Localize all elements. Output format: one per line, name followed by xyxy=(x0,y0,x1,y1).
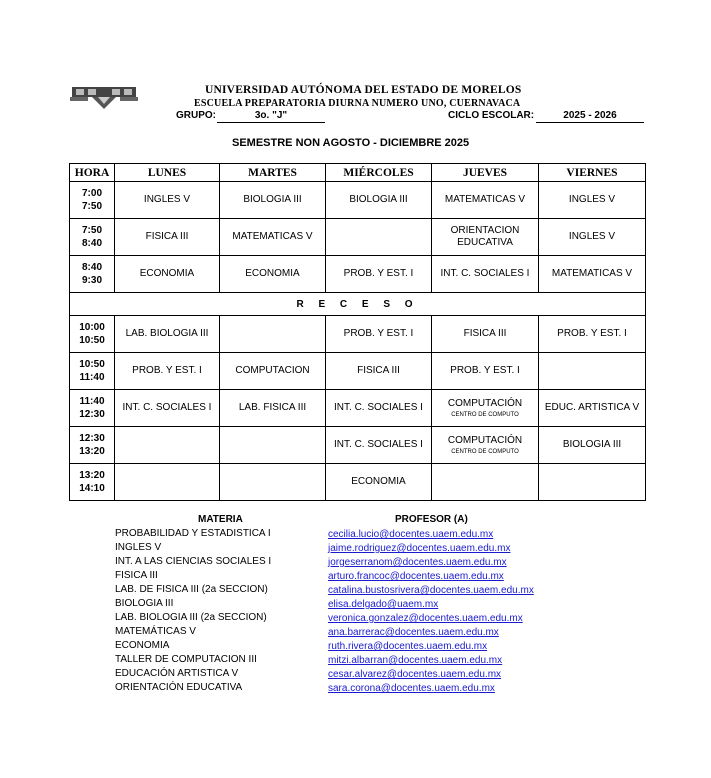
time-start: 10:50 xyxy=(79,359,105,370)
col-header-miercoles: MIÉRCOLES xyxy=(326,164,432,182)
materia-item: BIOLOGIA III xyxy=(115,598,174,609)
materia-item: LAB. BIOLOGIA III (2a SECCION) xyxy=(115,612,267,623)
class-cell xyxy=(220,182,326,219)
class-cell xyxy=(220,390,326,427)
class-cell xyxy=(432,353,539,390)
time-slot xyxy=(70,353,115,390)
time-start: 12:30 xyxy=(79,433,105,444)
time-start: 13:20 xyxy=(79,470,105,481)
class-cell xyxy=(326,427,432,464)
col-header-jueves: JUEVES xyxy=(432,164,539,182)
class-name: BIOLOGIA III xyxy=(562,439,622,450)
class-name: COMPUTACION xyxy=(235,365,310,376)
class-name: INT. C. SOCIALES I xyxy=(334,439,423,450)
class-name: INT. C. SOCIALES I xyxy=(334,402,423,413)
grupo-label: GRUPO: xyxy=(176,110,216,121)
time-start: 8:40 xyxy=(81,262,102,273)
class-name: COMPUTACIÓN xyxy=(447,397,523,409)
schedule-row xyxy=(70,427,646,464)
class-name: MATEMATICAS V xyxy=(232,231,313,242)
class-name: PROB. Y EST. I xyxy=(343,328,414,339)
materia-item: LAB. DE FISICA III (2a SECCION) xyxy=(115,584,268,595)
class-name: INGLES V xyxy=(568,194,616,205)
class-cell xyxy=(220,464,326,501)
schedule-row xyxy=(70,182,646,219)
profesor-email-link[interactable]: mitzi.albarran@docentes.uaem.edu.mx xyxy=(328,655,503,666)
class-name: BIOLOGIA III xyxy=(243,194,302,205)
receso-label: R E C E S O xyxy=(70,293,646,316)
school-name: ESCUELA PREPARATORIA DIURNA NUMERO UNO, CUERNAVACA xyxy=(194,98,521,109)
profesor-email-link[interactable]: jaime.rodriguez@docentes.uaem.edu.mx xyxy=(328,543,511,554)
class-name: BIOLOGIA III xyxy=(349,194,408,205)
materia-list xyxy=(115,527,271,695)
class-cell xyxy=(115,182,220,219)
class-name: MATEMATICAS V xyxy=(444,194,526,205)
class-cell xyxy=(432,427,539,464)
class-name: COMPUTACIÓN xyxy=(447,434,523,446)
class-cell xyxy=(115,316,220,353)
class-cell xyxy=(432,256,539,293)
profesor-email-link[interactable]: ana.barrerac@docentes.uaem.edu.mx xyxy=(328,627,499,638)
profesor-email-link[interactable]: jorgeserranom@docentes.uaem.edu.mx xyxy=(328,557,507,568)
time-start: 10:00 xyxy=(79,322,105,333)
time-end: 13:20 xyxy=(79,446,105,457)
class-cell xyxy=(432,219,539,256)
class-cell xyxy=(115,256,220,293)
materia-item: INGLES V xyxy=(115,542,162,553)
class-name: PROB. Y EST. I xyxy=(450,365,520,376)
time-end: 8:40 xyxy=(81,238,102,249)
schedule-table xyxy=(69,163,646,501)
materia-item: INT. A LAS CIENCIAS SOCIALES I xyxy=(115,556,272,567)
class-cell xyxy=(539,256,646,293)
col-header-hora: HORA xyxy=(70,164,115,182)
time-slot xyxy=(70,219,115,256)
schedule-row xyxy=(70,464,646,501)
profesor-email-link[interactable]: elisa.delgado@uaem.mx xyxy=(328,599,439,610)
time-slot xyxy=(70,182,115,219)
class-cell xyxy=(432,464,539,501)
class-cell xyxy=(539,182,646,219)
profesor-email-link[interactable]: catalina.bustosrivera@docentes.uaem.edu.mx xyxy=(328,585,534,596)
time-slot xyxy=(70,464,115,501)
time-slot xyxy=(70,427,115,464)
semester-title: SEMESTRE NON AGOSTO - DICIEMBRE 2025 xyxy=(232,137,470,149)
class-name: LAB. BIOLOGIA III xyxy=(125,328,209,339)
class-cell xyxy=(539,427,646,464)
materia-item: MATEMÁTICAS V xyxy=(115,626,196,637)
class-name: INT. C. SOCIALES I xyxy=(440,268,530,279)
class-location: CENTRO DE COMPUTO xyxy=(451,448,519,455)
schedule-body xyxy=(70,182,646,501)
ciclo-label: CICLO ESCOLAR: xyxy=(448,110,535,121)
class-name: INGLES V xyxy=(143,194,191,205)
profesor-email-link[interactable]: veronica.gonzalez@docentes.uaem.edu.mx xyxy=(328,613,523,624)
class-name: ECONOMIA xyxy=(139,268,195,279)
class-cell xyxy=(432,390,539,427)
schedule-header-row xyxy=(70,164,646,182)
class-cell xyxy=(115,427,220,464)
class-cell xyxy=(220,316,326,353)
profesor-header: PROFESOR (A) xyxy=(395,514,468,525)
profesor-email-link[interactable]: cecilia.lucio@docentes.uaem.edu.mx xyxy=(328,529,494,540)
class-name: PROB. Y EST. I xyxy=(557,328,627,339)
class-name: MATEMATICAS V xyxy=(551,268,633,279)
schedule-row xyxy=(70,256,646,293)
time-end: 11:40 xyxy=(79,372,105,383)
class-name: ORIENTACION EDUCATIVA xyxy=(450,225,520,248)
class-cell xyxy=(115,464,220,501)
materia-item: TALLER DE COMPUTACION III xyxy=(115,654,257,665)
materia-item: FISICA III xyxy=(115,570,158,581)
time-end: 10:50 xyxy=(79,335,105,346)
materia-item: ORIENTACIÓN EDUCATIVA xyxy=(115,682,243,693)
class-cell xyxy=(220,427,326,464)
class-cell xyxy=(326,390,432,427)
class-cell xyxy=(220,256,326,293)
class-cell xyxy=(539,316,646,353)
col-header-viernes: VIERNES xyxy=(539,164,646,182)
email-list xyxy=(328,528,534,696)
col-header-martes: MARTES xyxy=(220,164,326,182)
class-name: FISICA III xyxy=(145,231,189,242)
time-end: 12:30 xyxy=(79,409,105,420)
time-end: 14:10 xyxy=(79,483,105,494)
time-start: 7:00 xyxy=(81,188,102,199)
class-cell xyxy=(326,464,432,501)
grupo-value: 3o. "J" xyxy=(217,110,325,123)
col-header-lunes: LUNES xyxy=(115,164,220,182)
class-cell xyxy=(220,219,326,256)
profesor-email-link[interactable]: sara.corona@docentes.uaem.edu.mx xyxy=(328,683,495,694)
schedule-row xyxy=(70,353,646,390)
schedule-row xyxy=(70,316,646,353)
class-name: PROB. Y EST. I xyxy=(343,268,414,279)
time-end: 7:50 xyxy=(81,201,102,212)
class-name: ECONOMIA xyxy=(245,268,300,279)
class-name: PROB. Y EST. I xyxy=(132,365,202,376)
class-name: LAB. FISICA III xyxy=(238,402,307,413)
materia-header: MATERIA xyxy=(198,514,243,525)
class-cell xyxy=(115,219,220,256)
class-cell xyxy=(326,219,432,256)
class-cell xyxy=(539,464,646,501)
schedule-row xyxy=(70,219,646,256)
class-cell xyxy=(539,353,646,390)
class-name: FISICA III xyxy=(357,365,400,376)
class-cell xyxy=(326,353,432,390)
time-start: 11:40 xyxy=(79,396,105,407)
class-name: INT. C. SOCIALES I xyxy=(122,402,212,413)
class-cell xyxy=(432,182,539,219)
time-slot xyxy=(70,316,115,353)
materia-item: PROBABILIDAD Y ESTADISTICA I xyxy=(115,528,271,539)
uaem-logo xyxy=(70,83,138,111)
class-location: CENTRO DE COMPUTO xyxy=(451,411,519,418)
materia-item: ECONOMIA xyxy=(115,640,170,651)
class-cell xyxy=(539,390,646,427)
materia-item: EDUCACIÓN ARTISTICA V xyxy=(115,668,239,679)
class-name: INGLES V xyxy=(568,231,616,242)
university-name: UNIVERSIDAD AUTÓNOMA DEL ESTADO DE MORELOS xyxy=(205,84,522,96)
class-cell xyxy=(326,316,432,353)
receso-row xyxy=(70,293,646,316)
profesor-email-link[interactable]: cesar.alvarez@docentes.uaem.edu.mx xyxy=(328,669,502,680)
time-start: 7:50 xyxy=(81,225,102,236)
ciclo-value: 2025 - 2026 xyxy=(536,110,644,123)
class-cell xyxy=(539,219,646,256)
class-cell xyxy=(326,182,432,219)
time-slot xyxy=(70,256,115,293)
class-name: FISICA III xyxy=(463,328,507,339)
time-end: 9:30 xyxy=(81,275,102,286)
class-cell xyxy=(220,353,326,390)
class-name: ECONOMIA xyxy=(351,476,406,487)
class-name: EDUC. ARTISTICA V xyxy=(544,402,640,413)
class-cell xyxy=(326,256,432,293)
profesor-email-link[interactable]: ruth.rivera@docentes.uaem.edu.mx xyxy=(328,641,488,652)
class-cell xyxy=(432,316,539,353)
class-cell xyxy=(115,353,220,390)
time-slot xyxy=(70,390,115,427)
profesor-email-link[interactable]: arturo.francoc@docentes.uaem.edu.mx xyxy=(328,571,504,582)
schedule-row xyxy=(70,390,646,427)
class-cell xyxy=(115,390,220,427)
